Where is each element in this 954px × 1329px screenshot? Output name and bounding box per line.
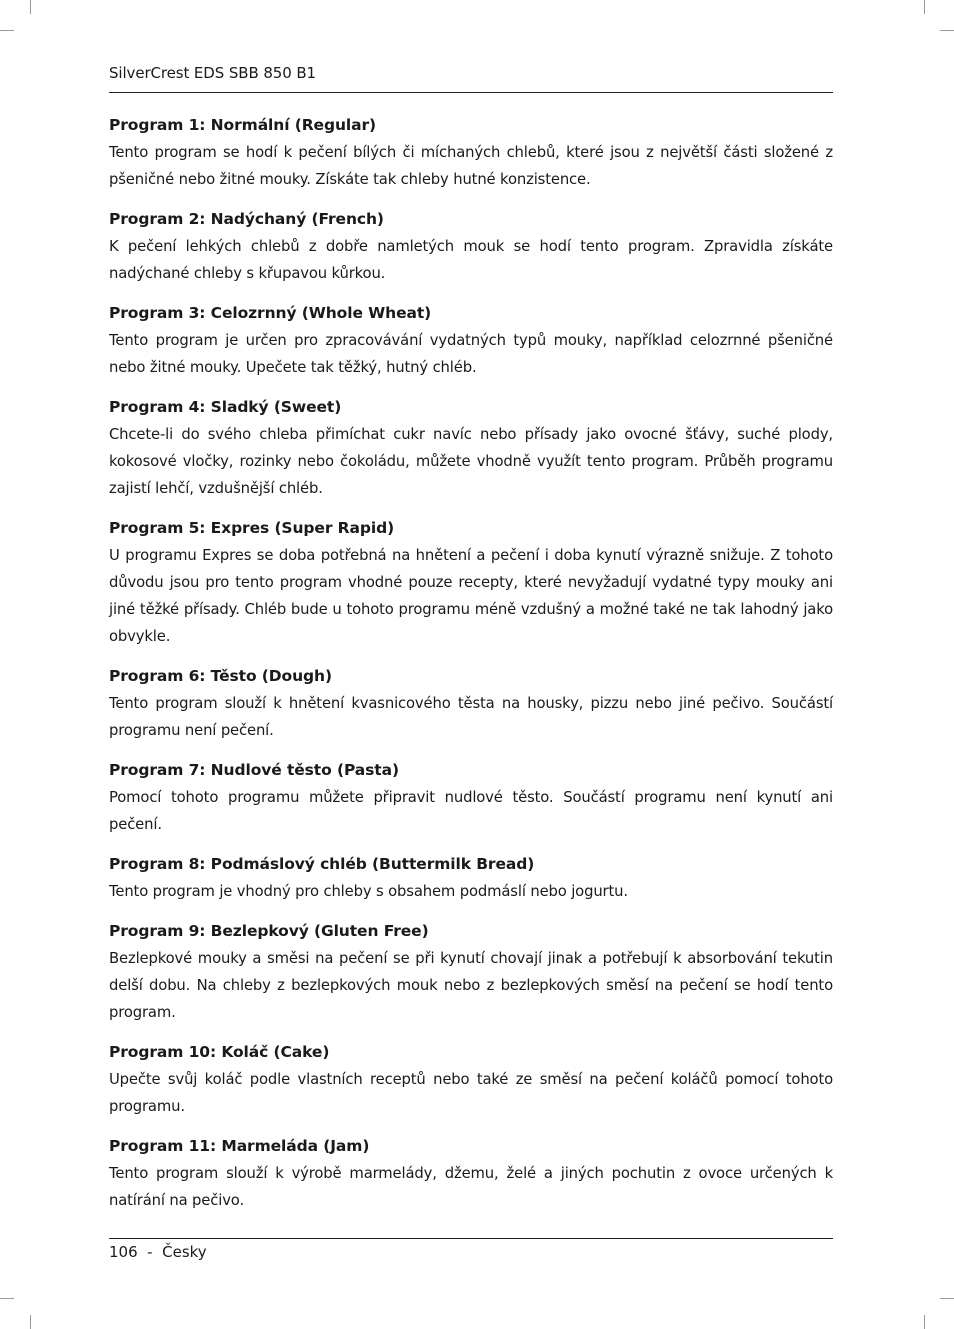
crop-mark — [30, 1315, 31, 1329]
program-section — [109, 663, 833, 744]
program-heading: Program 1: Normální (Regular) — [109, 116, 376, 134]
crop-mark — [940, 1298, 954, 1299]
program-description: Tento program slouží k výrobě marmelády, džemu, želé a jiných pochutin z ovoce určených k natírání na pečivo. — [109, 1165, 833, 1209]
program-description: U programu Expres se doba potřebná na hnětení a pečení i doba kynutí výrazně snižuje. Z tohoto důvodu jsou pro tento program vhodné pouze recepty, které nevyžadují vydatné typy mouky ani jiné těžké přísady. Chléb bude u tohoto programu méně vzdušný a možné také ne tak lahodný jako obvykle. — [109, 547, 833, 645]
program-description: Upečte svůj koláč podle vlastních receptů nebo také ze směsí na pečení koláčů pomocí tohoto programu. — [109, 1071, 833, 1115]
crop-mark — [30, 0, 31, 14]
program-description: Chcete-li do svého chleba přimíchat cukr navíc nebo přísady jako ovocné šťávy, suché plody, kokosové vločky, rozinky nebo čokoládu, můžete vhodně využít tento program. Průběh programu zajistí lehčí, vzdušnější chléb. — [109, 426, 833, 497]
program-section — [109, 300, 833, 381]
program-section — [109, 757, 833, 838]
page-header-title: SilverCrest EDS SBB 850 B1 — [109, 64, 316, 82]
header-rule — [109, 92, 833, 93]
program-description: Tento program je vhodný pro chleby s obsahem podmáslí nebo jogurtu. — [109, 883, 628, 900]
program-heading: Program 2: Nadýchaný (French) — [109, 210, 384, 228]
program-heading: Program 8: Podmáslový chléb (Buttermilk Bread) — [109, 855, 535, 873]
program-section — [109, 1133, 833, 1214]
program-description: Tento program slouží k hnětení kvasnicového těsta na housky, pizzu nebo jiné pečivo. Součástí programu není pečení. — [109, 695, 833, 739]
program-description: K pečení lehkých chlebů z dobře namletých mouk se hodí tento program. Zpravidla získáte nadýchané chleby s křupavou kůrkou. — [109, 238, 833, 282]
program-section — [109, 206, 833, 287]
crop-mark — [0, 30, 14, 31]
program-section — [109, 851, 833, 905]
page-content — [109, 112, 833, 1227]
crop-mark — [924, 1315, 925, 1329]
page-number-footer: 106 - Česky — [109, 1243, 207, 1261]
program-description: Tento program se hodí k pečení bílých či míchaných chlebů, které jsou z největší části složené z pšeničné nebo žitné mouky. Získáte tak chleby hutné konzistence. — [109, 144, 833, 188]
program-heading: Program 3: Celozrnný (Whole Wheat) — [109, 304, 432, 322]
program-heading: Program 5: Expres (Super Rapid) — [109, 519, 395, 537]
program-section — [109, 918, 833, 1026]
crop-mark — [940, 30, 954, 31]
program-heading: Program 9: Bezlepkový (Gluten Free) — [109, 922, 429, 940]
program-section — [109, 112, 833, 193]
program-description: Bezlepkové mouky a směsi na pečení se při kynutí chovají jinak a potřebují k absorbování tekutin delší dobu. Na chleby z bezlepkových mouk nebo z bezlepkových směsí na pečení se hodí tento program. — [109, 950, 833, 1021]
program-heading: Program 11: Marmeláda (Jam) — [109, 1137, 370, 1155]
crop-mark — [924, 0, 925, 14]
program-heading: Program 7: Nudlové těsto (Pasta) — [109, 761, 399, 779]
program-heading: Program 10: Koláč (Cake) — [109, 1043, 330, 1061]
footer-rule — [109, 1238, 833, 1239]
program-heading: Program 4: Sladký (Sweet) — [109, 398, 342, 416]
program-section — [109, 515, 833, 650]
crop-mark — [0, 1298, 14, 1299]
program-section — [109, 394, 833, 502]
program-description: Pomocí tohoto programu můžete připravit nudlové těsto. Součástí programu není kynutí ani pečení. — [109, 789, 833, 833]
program-heading: Program 6: Těsto (Dough) — [109, 667, 332, 685]
program-section — [109, 1039, 833, 1120]
program-description: Tento program je určen pro zpracovávání vydatných typů mouky, například celozrnné pšeničné nebo žitné mouky. Upečete tak těžký, hutný chléb. — [109, 332, 833, 376]
